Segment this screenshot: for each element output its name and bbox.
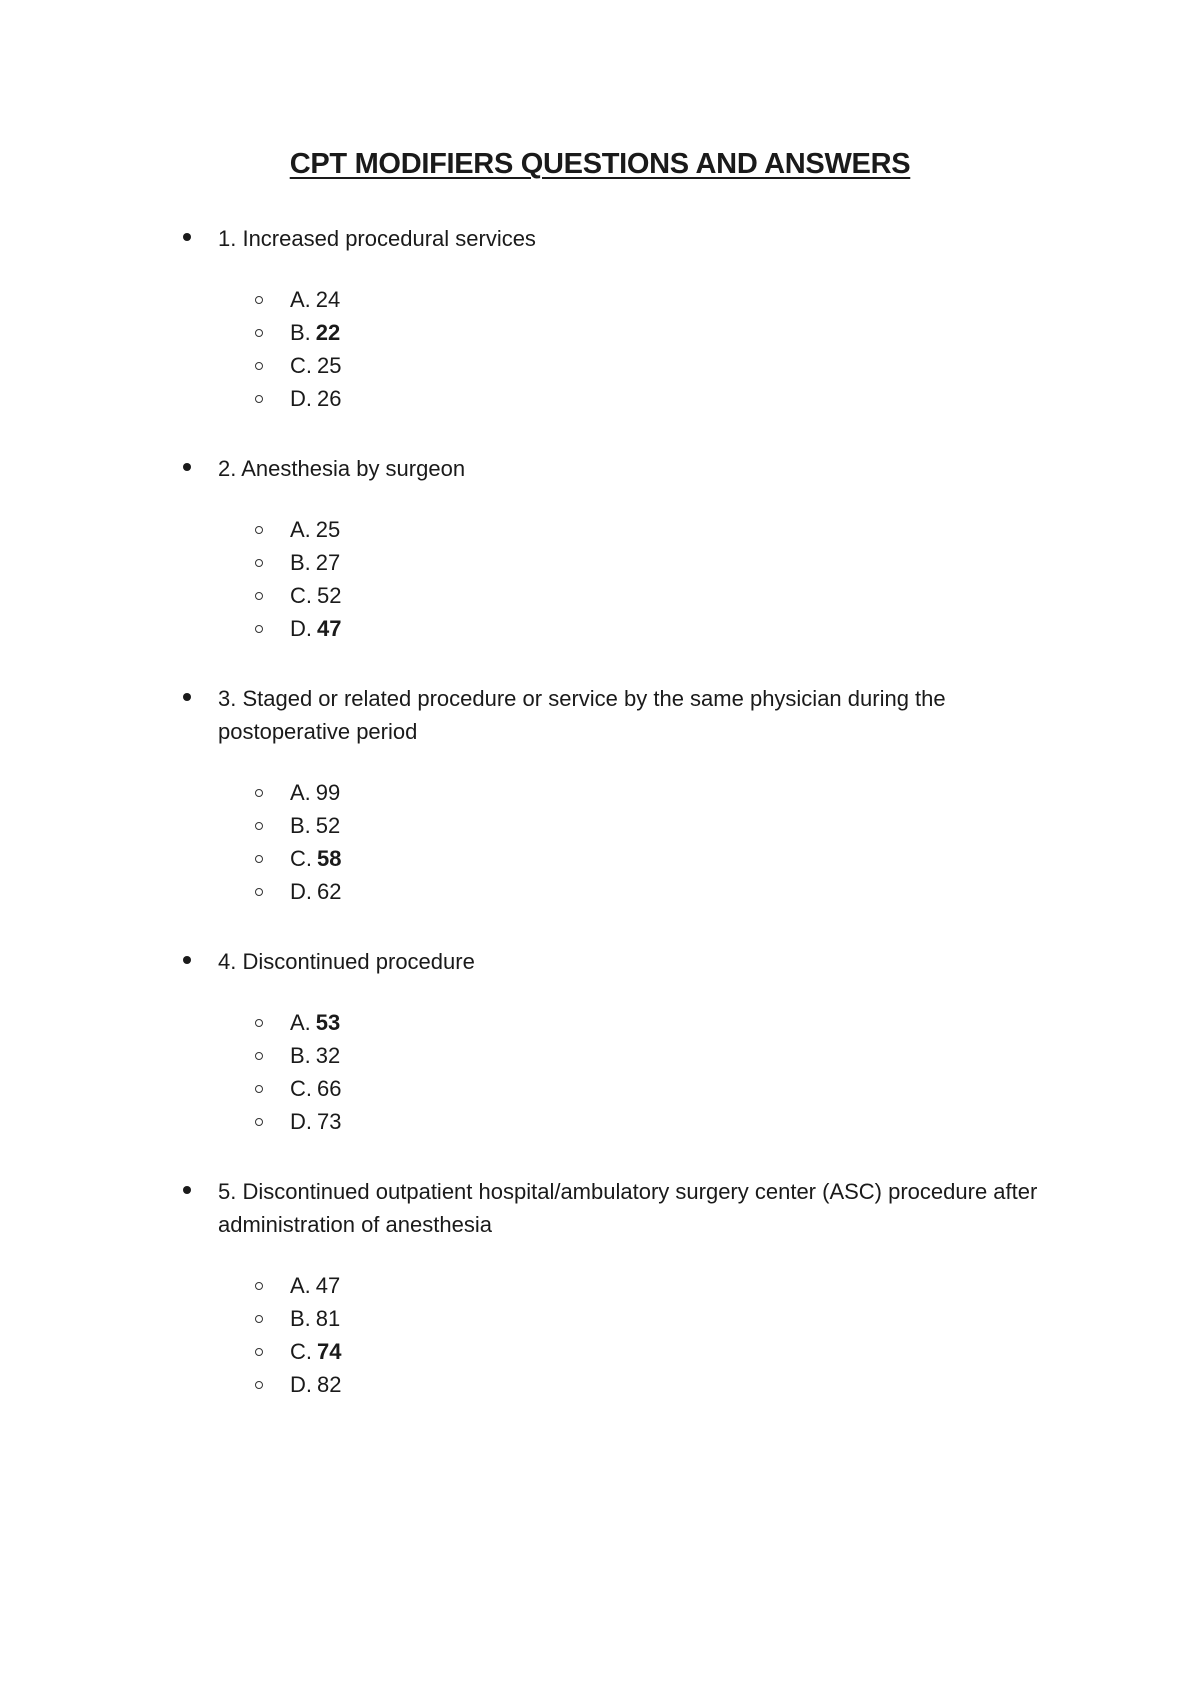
option-list — [183, 283, 1063, 415]
option-text — [290, 579, 341, 612]
option-item — [183, 382, 1063, 415]
option-item — [183, 579, 1063, 612]
option-text — [290, 612, 341, 645]
bullet-icon — [183, 956, 191, 964]
option-item — [183, 513, 1063, 546]
option-letter: C. — [290, 1339, 312, 1364]
circle-bullet-icon — [255, 559, 263, 567]
option-letter: B. — [290, 550, 311, 575]
option-letter: A. — [290, 287, 311, 312]
circle-bullet-icon — [255, 625, 263, 633]
question-item — [183, 452, 1063, 645]
circle-bullet-icon — [255, 1381, 263, 1389]
option-letter: D. — [290, 1372, 312, 1397]
option-item — [183, 1039, 1063, 1072]
option-value: 52 — [317, 583, 342, 608]
option-letter: A. — [290, 517, 311, 542]
option-list — [183, 513, 1063, 645]
option-item — [183, 349, 1063, 382]
question-text: 5. Discontinued outpatient hospital/ambulatory surgery center (ASC) procedure after administration of anesthesia — [218, 1179, 1038, 1237]
option-value: 73 — [317, 1109, 342, 1134]
option-value: 66 — [317, 1076, 342, 1101]
option-value: 25 — [317, 353, 342, 378]
option-item — [183, 875, 1063, 908]
option-letter: C. — [290, 583, 312, 608]
circle-bullet-icon — [255, 1282, 263, 1290]
bullet-icon — [183, 1186, 191, 1194]
option-value: 58 — [317, 846, 342, 871]
document-title: CPT MODIFIERS QUESTIONS AND ANSWERS — [289, 148, 911, 180]
option-value: 24 — [315, 287, 341, 312]
option-value: 47 — [315, 1273, 341, 1298]
option-value: 32 — [315, 1043, 341, 1068]
option-text — [290, 316, 340, 349]
option-list — [183, 1006, 1063, 1138]
option-text — [290, 842, 341, 875]
question-item — [183, 682, 1063, 908]
option-value: 26 — [317, 386, 342, 411]
option-item — [183, 776, 1063, 809]
option-value: 22 — [315, 320, 341, 345]
option-value: 62 — [317, 879, 342, 904]
option-item-correct — [183, 316, 1063, 349]
option-list — [183, 776, 1063, 908]
circle-bullet-icon — [255, 1315, 263, 1323]
question-text: 4. Discontinued procedure — [218, 949, 475, 974]
option-item-correct — [183, 612, 1063, 645]
option-text — [290, 776, 340, 809]
option-item — [183, 1269, 1063, 1302]
option-letter: B. — [290, 320, 311, 345]
question-text: 3. Staged or related procedure or service by the same physician during the postoperative period — [218, 686, 946, 744]
option-text — [290, 283, 340, 316]
option-value: 99 — [315, 780, 341, 805]
option-text — [290, 1072, 341, 1105]
option-item — [183, 809, 1063, 842]
option-letter: C. — [290, 846, 312, 871]
circle-bullet-icon — [255, 789, 263, 797]
option-item-correct — [183, 1006, 1063, 1039]
circle-bullet-icon — [255, 526, 263, 534]
circle-bullet-icon — [255, 822, 263, 830]
option-item — [183, 1368, 1063, 1401]
option-text — [290, 1335, 341, 1368]
option-item — [183, 1105, 1063, 1138]
circle-bullet-icon — [255, 329, 263, 337]
option-letter: A. — [290, 780, 311, 805]
option-text — [290, 546, 340, 579]
question-item — [183, 945, 1063, 1138]
circle-bullet-icon — [255, 296, 263, 304]
question-item — [183, 222, 1063, 415]
option-item-correct — [183, 842, 1063, 875]
question-list — [183, 222, 1063, 1438]
option-text — [290, 1269, 340, 1302]
option-value: 74 — [317, 1339, 342, 1364]
option-letter: D. — [290, 879, 312, 904]
option-item — [183, 546, 1063, 579]
option-letter: B. — [290, 1306, 311, 1331]
option-text — [290, 513, 340, 546]
option-letter: A. — [290, 1010, 311, 1035]
option-text — [290, 1368, 341, 1401]
option-value: 81 — [315, 1306, 341, 1331]
option-item — [183, 1072, 1063, 1105]
option-text — [290, 1039, 340, 1072]
option-value: 82 — [317, 1372, 342, 1397]
bullet-icon — [183, 463, 191, 471]
option-item — [183, 1302, 1063, 1335]
circle-bullet-icon — [255, 1085, 263, 1093]
circle-bullet-icon — [255, 1348, 263, 1356]
option-text — [290, 875, 341, 908]
circle-bullet-icon — [255, 592, 263, 600]
option-letter: B. — [290, 813, 311, 838]
question-text: 1. Increased procedural services — [218, 226, 536, 251]
option-text — [290, 349, 341, 382]
circle-bullet-icon — [255, 395, 263, 403]
option-text — [290, 1006, 340, 1039]
option-text — [290, 1302, 340, 1335]
option-value: 52 — [315, 813, 341, 838]
option-letter: D. — [290, 616, 312, 641]
option-text — [290, 382, 341, 415]
circle-bullet-icon — [255, 362, 263, 370]
circle-bullet-icon — [255, 855, 263, 863]
option-value: 47 — [317, 616, 342, 641]
circle-bullet-icon — [255, 1019, 263, 1027]
question-text: 2. Anesthesia by surgeon — [218, 456, 466, 481]
option-letter: C. — [290, 353, 312, 378]
option-item — [183, 283, 1063, 316]
option-letter: A. — [290, 1273, 311, 1298]
option-value: 27 — [315, 550, 341, 575]
option-item-correct — [183, 1335, 1063, 1368]
option-text — [290, 809, 340, 842]
option-value: 25 — [315, 517, 341, 542]
option-letter: D. — [290, 386, 312, 411]
bullet-icon — [183, 693, 191, 701]
option-list — [183, 1269, 1063, 1401]
circle-bullet-icon — [255, 888, 263, 896]
option-value: 53 — [315, 1010, 341, 1035]
circle-bullet-icon — [255, 1118, 263, 1126]
option-letter: D. — [290, 1109, 312, 1134]
option-text — [290, 1105, 341, 1138]
bullet-icon — [183, 233, 191, 241]
option-letter: C. — [290, 1076, 312, 1101]
circle-bullet-icon — [255, 1052, 263, 1060]
option-letter: B. — [290, 1043, 311, 1068]
question-item — [183, 1175, 1063, 1401]
